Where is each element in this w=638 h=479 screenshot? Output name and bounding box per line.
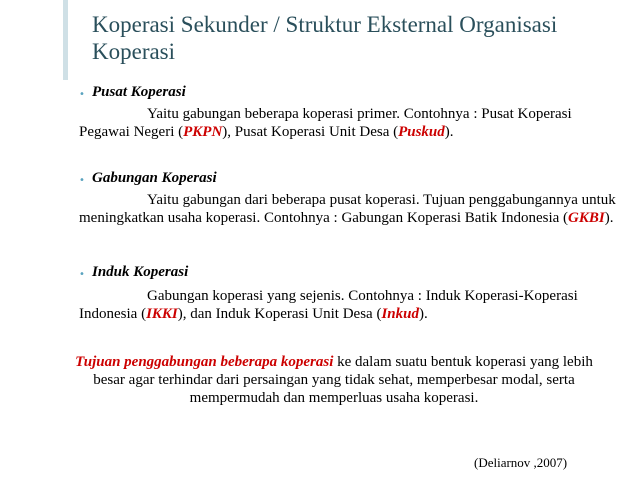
section-heading-gabungan: Gabungan Koperasi [92,170,217,186]
slide-title: Koperasi Sekunder / Struktur Eksternal Organisasi Koperasi [92,12,558,64]
section-text-pusat: Yaitu gabungan beberapa koperasi primer. Contohnya : Pusat Koperasi Pegawai Negeri (PKPN), Pusat Koperasi Unit Desa (Puskud). [79,106,572,140]
bullet-icon: • [79,269,85,280]
section-text-gabungan: Yaitu gabungan dari beberapa pusat koperasi. Tujuan penggabungannya untuk meningkatkan usaha koperasi. Contohnya : Gabungan Koperasi Batik Indonesia (GKBI). [79,192,616,226]
bullet-icon: • [79,175,85,186]
section-text-induk: Gabungan koperasi yang sejenis. Contohnya : Induk Koperasi-Koperasi Indonesia (IKKI), dan Induk Koperasi Unit Desa (Inkud). [79,288,578,322]
bullet-icon: • [79,89,85,100]
section-heading-pusat: Pusat Koperasi [92,84,186,100]
citation: (Deliarnov ,2007) [474,455,568,470]
conclusion-paragraph [69,353,599,407]
section-heading-induk: Induk Koperasi [92,264,189,280]
conclusion-highlight: Tujuan penggabungan beberapa koperasi [75,354,334,370]
conclusion-text: ke dalam suatu bentuk koperasi yang lebih besar agar terhindar dari persaingan yang tidak sehat, memperbesar modal, serta mempermudah dan memperluas usaha koperasi. [93,354,593,406]
